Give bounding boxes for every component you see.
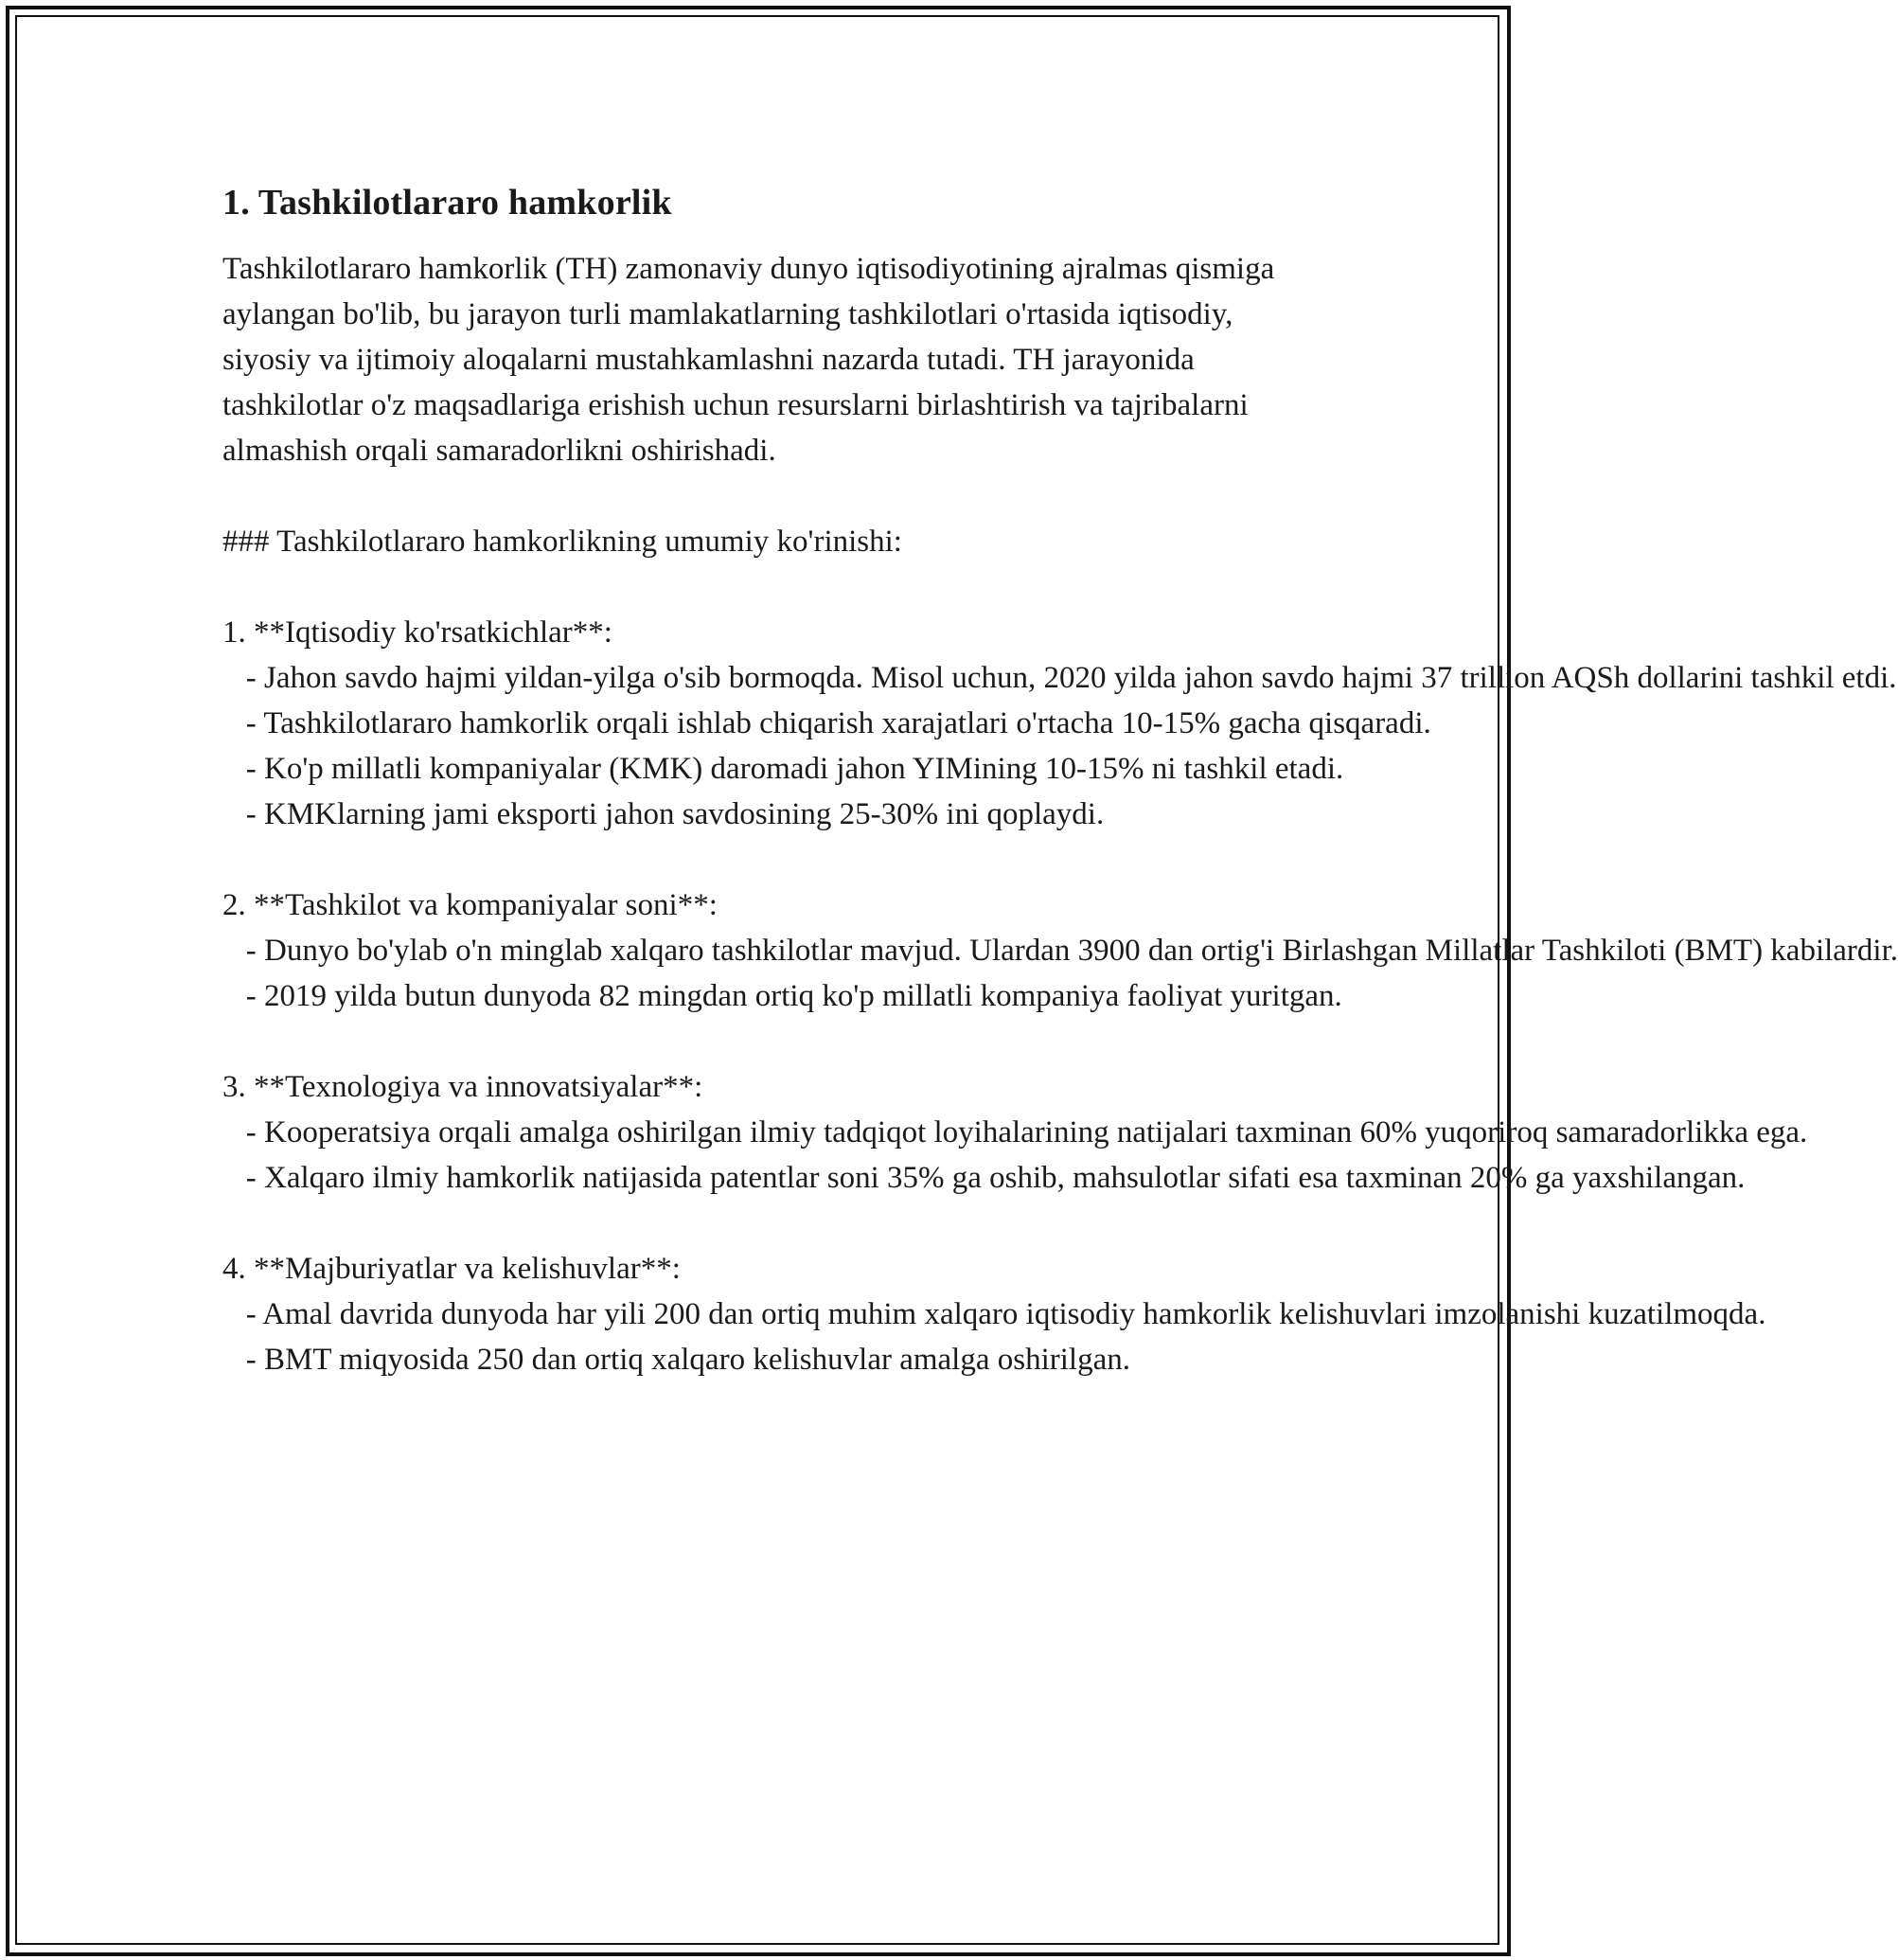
list-item [222,1110,1808,1155]
list-item-text: - Xalqaro ilmiy hamkorlik natijasida patentlar soni 35% ga oshib, mahsulotlar sifati esa taxminan 20% ga yaxshilangan. [222,1161,1746,1195]
section-title: 4. **Majburiyatlar va kelishuvlar**: [222,1252,681,1286]
section-organizations-count [222,882,1898,1019]
list-item-text: - KMKlarning jami eksporti jahon savdosining 25-30% ini qoplaydi. [222,797,1105,831]
list-item [222,1155,1746,1201]
list-item [222,655,1897,701]
section-obligations-agreements [222,1246,1766,1382]
list-item-text: - Jahon savdo hajmi yildan-yilga o'sib bormoqda. Misol uchun, 2020 yilda jahon savdo hajmi 37 trillion AQSh dollarini tashkil etdi. [222,661,1897,695]
list-item [222,928,1898,973]
list-item-text: - 2019 yilda butun dunyoda 82 mingdan ortiq ko'p millatli kompaniya faoliyat yuritgan. [222,979,1342,1013]
intro-paragraph: Tashkilotlararo hamkorlik (TH) zamonaviy dunyo iqtisodiyotining ajralmas qismiga aylangan bo'lib, bu jarayon turli mamlakatlarning tashkilotlari o'rtasida iqtisodiy, siyosiy va ijtimoiy aloqalarni mustahkamlashni nazarda tutadi. TH jarayonida tashkilotlar o'z maqsadlariga erishish uchun resurslarni birlashtirish va tajribalarni almashish orqali samaradorlikni oshirishadi. [222,252,1275,468]
list-item [222,973,1342,1019]
list-item-text: - Dunyo bo'ylab o'n minglab xalqaro tashkilotlar mavjud. Ulardan 3900 dan ortig'i Birlashgan Millatlar Tashkiloti (BMT) kabilardir. [222,934,1898,968]
list-item [222,701,1431,746]
overview-subheading: ### Tashkilotlararo hamkorlikning umumiy ko'rinishi: [222,525,902,559]
list-item [222,1337,1302,1382]
list-item-text: - Amal davrida dunyoda har yili 200 dan ortiq muhim xalqaro iqtisodiy hamkorlik kelishuvlari imzolanishi kuzatilmoqda. [222,1297,1766,1331]
section-title: 1. **Iqtisodiy ko'rsatkichlar**: [222,615,612,650]
list-item-text: - Ko'p millatli kompaniyalar (KMK) daromadi jahon YIMining 10-15% ni tashkil etadi. [222,752,1344,786]
list-item [222,1292,1766,1337]
list-item-text: - Kooperatsiya orqali amalga oshirilgan ilmiy tadqiqot loyihalarining natijalari taxminan 60% yuqoriroq samaradorlikka ega. [222,1115,1808,1149]
section-title: 2. **Tashkilot va kompaniyalar soni**: [222,888,718,922]
list-item-text: - Tashkilotlararo hamkorlik orqali ishlab chiqarish xarajatlari o'rtacha 10-15% gacha qisqaradi. [222,706,1431,740]
list-item [222,792,1302,837]
document-title: 1. Tashkilotlararo hamkorlik [222,183,672,223]
section-title: 3. **Texnologiya va innovatsiyalar**: [222,1070,703,1104]
section-technology-innovation [222,1064,1808,1201]
list-item [222,746,1344,792]
section-economic-indicators [222,610,1897,837]
list-item-text: - BMT miqyosida 250 dan ortiq xalqaro kelishuvlar amalga oshirilgan. [222,1343,1130,1377]
document-body [222,180,1898,1382]
